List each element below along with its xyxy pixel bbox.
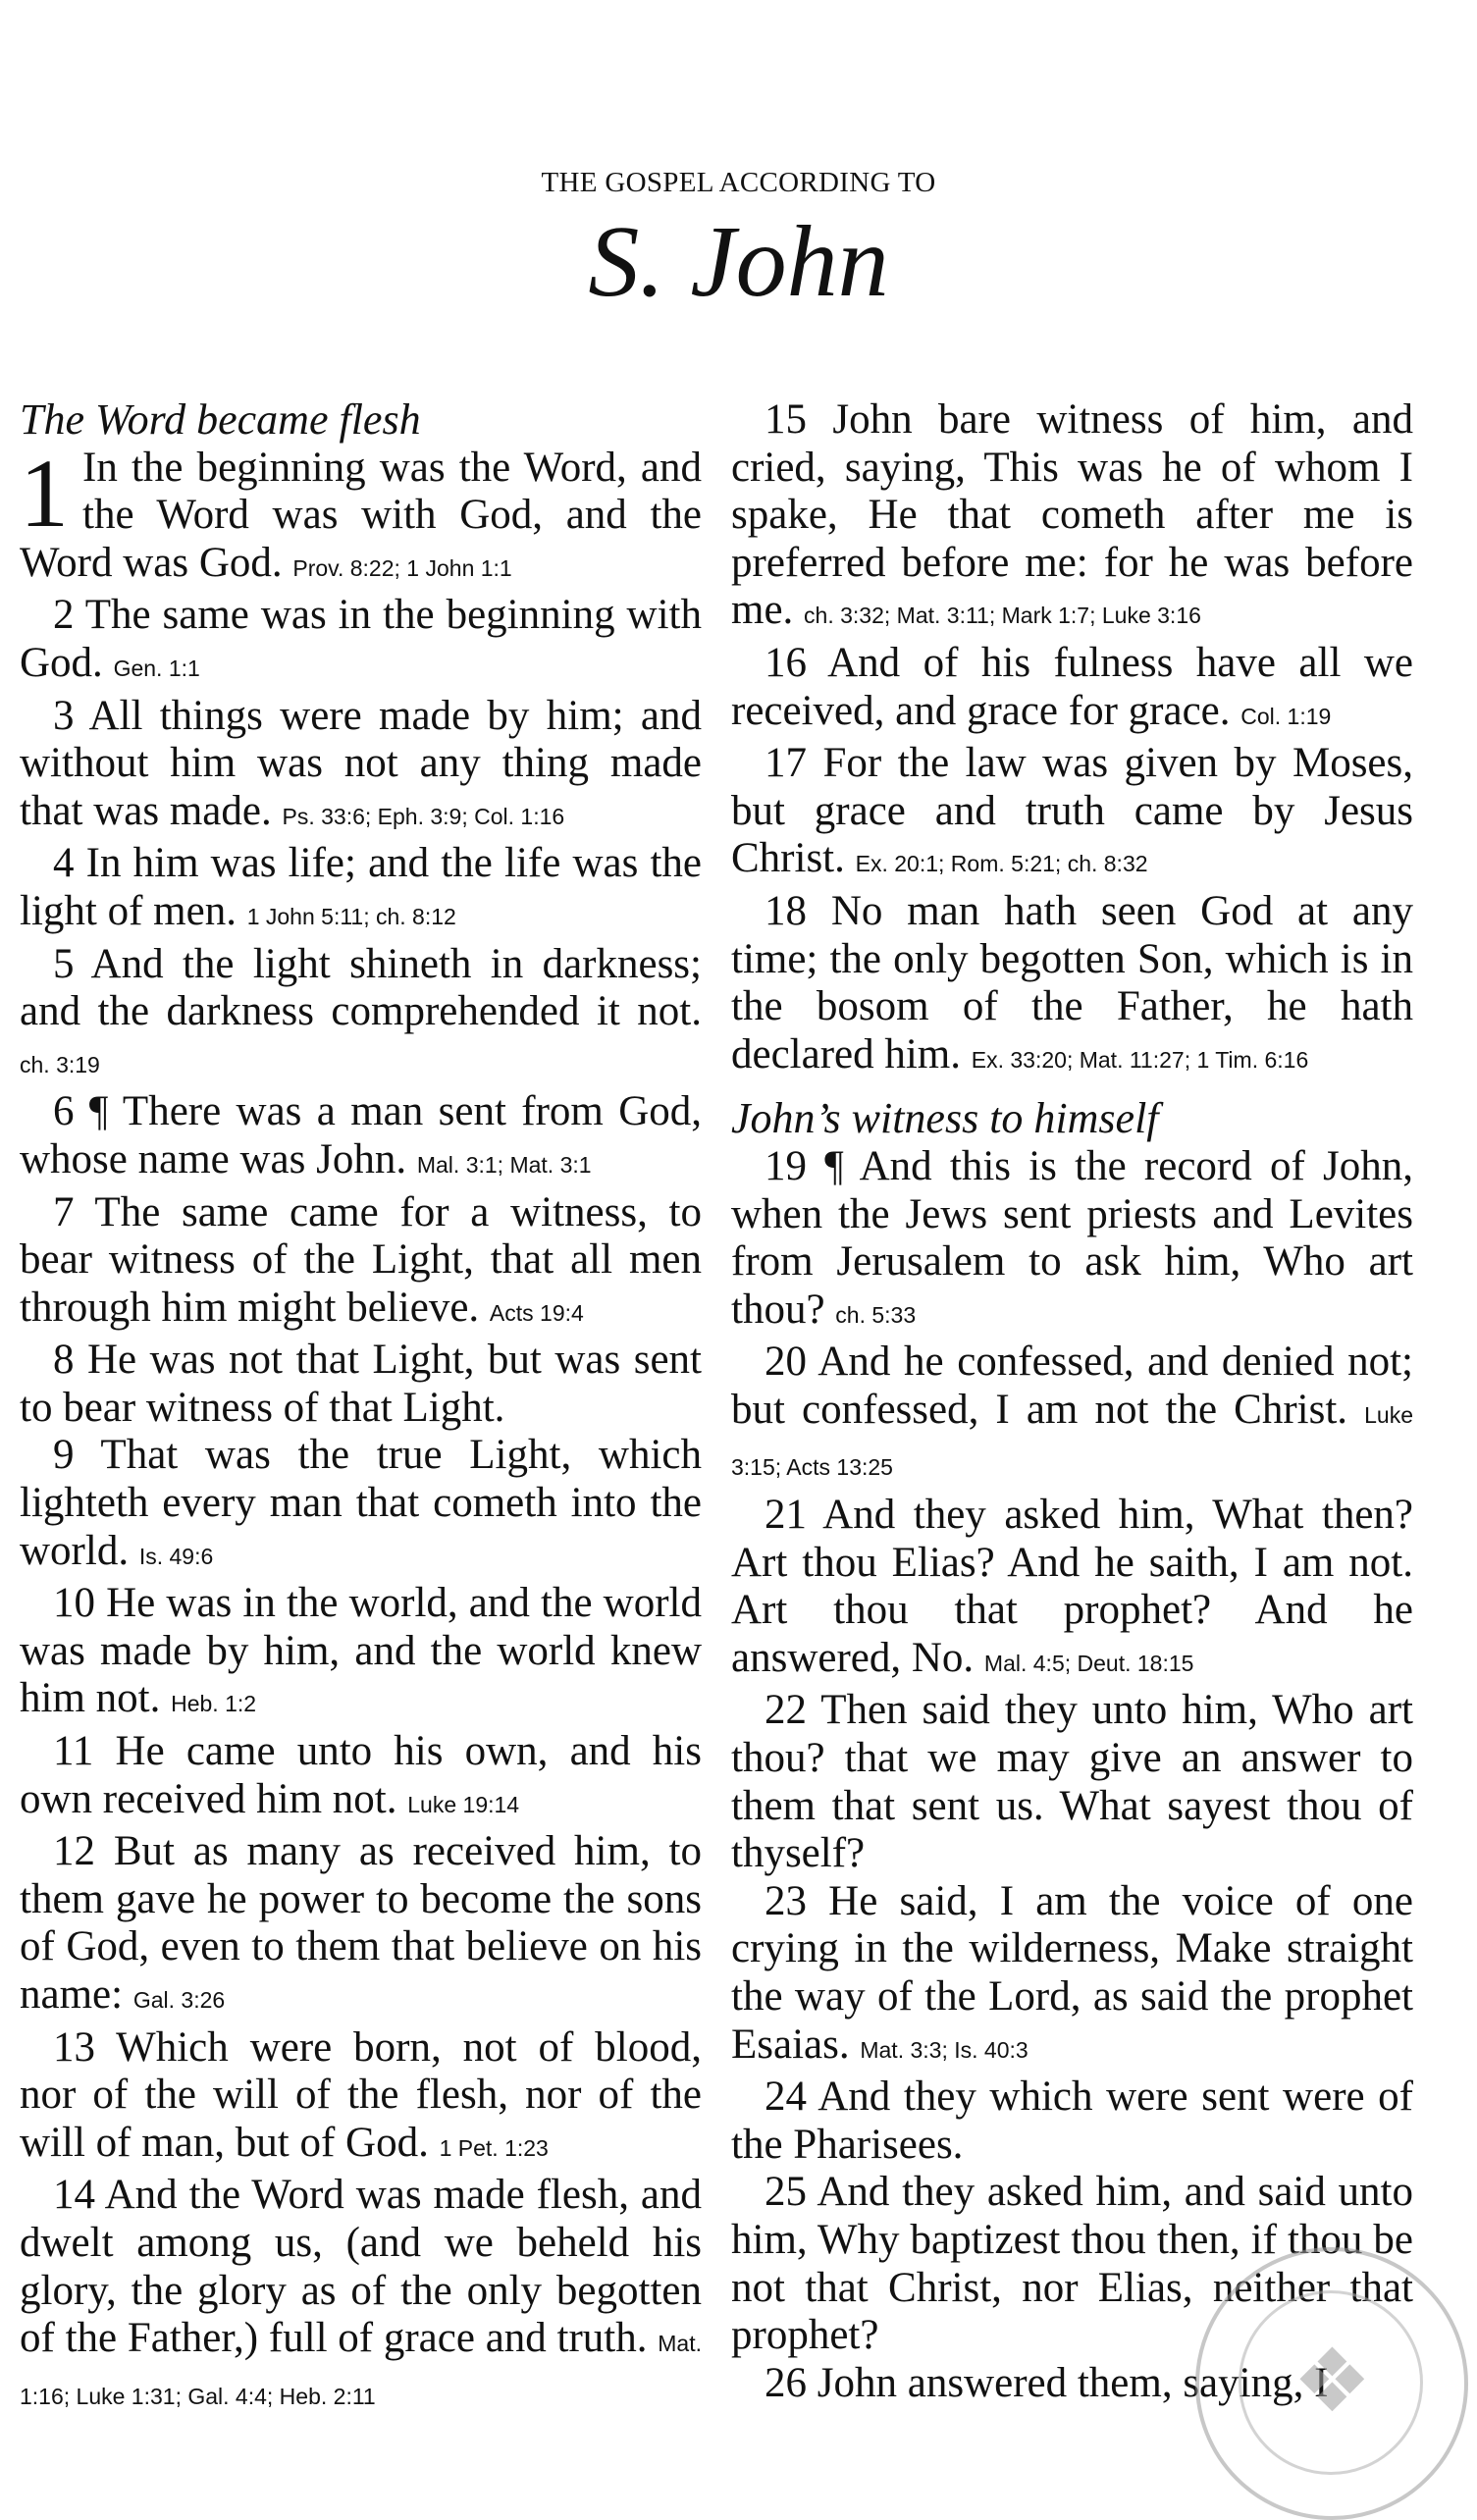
verse-text: 22 Then said they unto him, Who art thou? that we may give an answer to them that sent us. What sayest thou of thyself?	[731, 1687, 1413, 1877]
cross-reference: Mal. 3:1; Mat. 3:1	[416, 1151, 592, 1178]
cross-reference: ch. 3:32; Mat. 3:11; Mark 1:7; Luke 3:16	[804, 603, 1201, 629]
cross-reference: Acts 19:4	[489, 1299, 584, 1326]
cross-reference: Prov. 8:22; 1 John 1:1	[292, 554, 512, 581]
verse-19	[731, 1143, 1413, 1339]
verse-text: 24 And they which were sent were of the Pharisees.	[731, 2074, 1413, 2168]
verse-text: 20 And he confessed, and denied not; but confessed, I am not the Christ.	[731, 1339, 1413, 1433]
verse-11	[20, 1728, 702, 1828]
cross-reference: Luke 3:15; Acts 13:25	[731, 1401, 1414, 1481]
verse-6	[20, 1088, 702, 1188]
verse-text: 13 Which were born, not of blood, nor of the will of the flesh, nor of the will of man, but of God.	[20, 2023, 702, 2166]
left-column	[20, 396, 702, 2420]
verse-3	[20, 693, 702, 841]
cross-reference: Ps. 33:6; Eph. 3:9; Col. 1:16	[282, 803, 565, 829]
cross-reference: 1 Pet. 1:23	[439, 2134, 549, 2161]
verse-text: 2 The same was in the beginning with God.	[20, 592, 702, 686]
verse-1	[20, 438, 702, 593]
verse-7	[20, 1189, 702, 1338]
verse-text: In the beginning was the Word, and the Word was with God, and the Word was God.	[20, 444, 702, 586]
verse-14	[20, 2172, 702, 2420]
verse-text: 11 He came unto his own, and his own received him not.	[20, 1728, 702, 1822]
verse-8	[20, 1337, 702, 1432]
verse-text: 12 But as many as received him, to them gave he power to become the sons of God, even to them that believe on his name:	[20, 1828, 702, 2018]
verse-12	[20, 1828, 702, 2023]
cross-reference: Col. 1:19	[1240, 703, 1332, 729]
verse-4	[20, 840, 702, 940]
right-column	[731, 396, 1413, 2407]
verse-text: 7 The same came for a witness, to bear witness of the Light, that all men through him might believe.	[20, 1188, 702, 1331]
bookmark-icon: ❖	[1292, 2330, 1372, 2433]
cross-reference: Heb. 1:2	[171, 1691, 257, 1717]
cross-reference: Mat. 3:3; Is. 40:3	[860, 2036, 1029, 2063]
verse-24	[731, 2074, 1413, 2169]
verse-text: 9 That was the true Light, which lighteth every man that cometh into the world.	[20, 1432, 702, 1574]
verse-text: 5 And the light shineth in darkness; and the darkness comprehended it not.	[20, 940, 702, 1035]
verse-22	[731, 1687, 1413, 1877]
verse-16	[731, 640, 1413, 740]
verse-9	[20, 1432, 702, 1580]
verse-text: 15 John bare witness of him, and cried, saying, This was he of whom I spake, He that cometh after me is preferred before me: for he was before me.	[731, 396, 1413, 634]
cross-reference: Luke 19:14	[407, 1791, 520, 1817]
book-kicker: THE GOSPEL ACCORDING TO	[541, 167, 936, 198]
verse-text: 16 And of his fulness have all we received, and grace for grace.	[731, 639, 1413, 734]
verse-text: 21 And they asked him, What then? Art thou Elias? And he saith, I am not. Art thou that prophet? And he answered, No.	[731, 1492, 1413, 1681]
verse-21	[731, 1492, 1413, 1687]
verse-17	[731, 740, 1413, 888]
verse-10	[20, 1580, 702, 1728]
verse-20	[731, 1339, 1413, 1492]
verse-13	[20, 2024, 702, 2173]
cross-reference: Is. 49:6	[138, 1543, 214, 1569]
verse-23	[731, 1878, 1413, 2074]
cross-reference: 1 John 5:11; ch. 8:12	[246, 903, 456, 929]
verse-18	[731, 888, 1413, 1083]
cross-reference: Ex. 33:20; Mat. 11:27; 1 Tim. 6:16	[971, 1046, 1309, 1073]
cross-reference: Gal. 3:26	[132, 1987, 226, 2013]
verse-text: 25 And they asked him, and said unto him, Why baptizest thou then, if thou be not that Christ, nor Elias, neither that prophet?	[731, 2169, 1413, 2359]
verse-text: 17 For the law was given by Moses, but grace and truth came by Jesus Christ.	[731, 740, 1413, 882]
verse-text: 10 He was in the world, and the world was made by him, and the world knew him not.	[20, 1580, 702, 1722]
verse-text: 3 All things were made by him; and without him was not any thing made that was made.	[20, 692, 702, 834]
section-heading-johns-witness: John’s witness to himself	[731, 1094, 1159, 1143]
verse-5	[20, 941, 702, 1089]
verse-text: 18 No man hath seen God at any time; the only begotten Son, which is in the bosom of the Father, he hath declared him.	[731, 887, 1413, 1077]
verse-text: 4 In him was life; and the life was the light of men.	[20, 840, 702, 934]
watermark-stamp	[1195, 2247, 1468, 2520]
cross-reference: Gen. 1:1	[113, 655, 200, 681]
verse-text: 14 And the Word was made flesh, and dwelt among us, (and we beheld his glory, the glory as of the only begotten of the Father,) full of grace and truth.	[20, 2172, 702, 2362]
verse-2	[20, 592, 702, 692]
verse-text: 6 ¶ There was a man sent from God, whose name was John.	[20, 1088, 702, 1182]
cross-reference: Mat. 1:16; Luke 1:31; Gal. 4:4; Heb. 2:11	[20, 2331, 702, 2409]
section-heading-word-became-flesh: The Word became flesh	[20, 395, 421, 444]
cross-reference: ch. 3:19	[20, 1051, 100, 1077]
book-title: S. John	[588, 205, 889, 318]
chapter-number: 1	[20, 438, 69, 548]
verse-text: 26 John answered them, saying, I	[765, 2359, 1329, 2406]
cross-reference: Mal. 4:5; Deut. 18:15	[983, 1650, 1194, 1676]
cross-reference: Ex. 20:1; Rom. 5:21; ch. 8:32	[855, 851, 1148, 877]
verse-text: 8 He was not that Light, but was sent to bear witness of that Light.	[20, 1337, 702, 1431]
verse-15	[731, 396, 1413, 640]
verse-text: 19 ¶ And this is the record of John, when the Jews sent priests and Levites from Jerusalem to ask him, Who art thou?	[731, 1142, 1413, 1333]
cross-reference: ch. 5:33	[835, 1301, 917, 1328]
verse-text: 23 He said, I am the voice of one crying in the wilderness, Make straight the way of the Lord, as said the prophet Esaias.	[731, 1877, 1413, 2068]
